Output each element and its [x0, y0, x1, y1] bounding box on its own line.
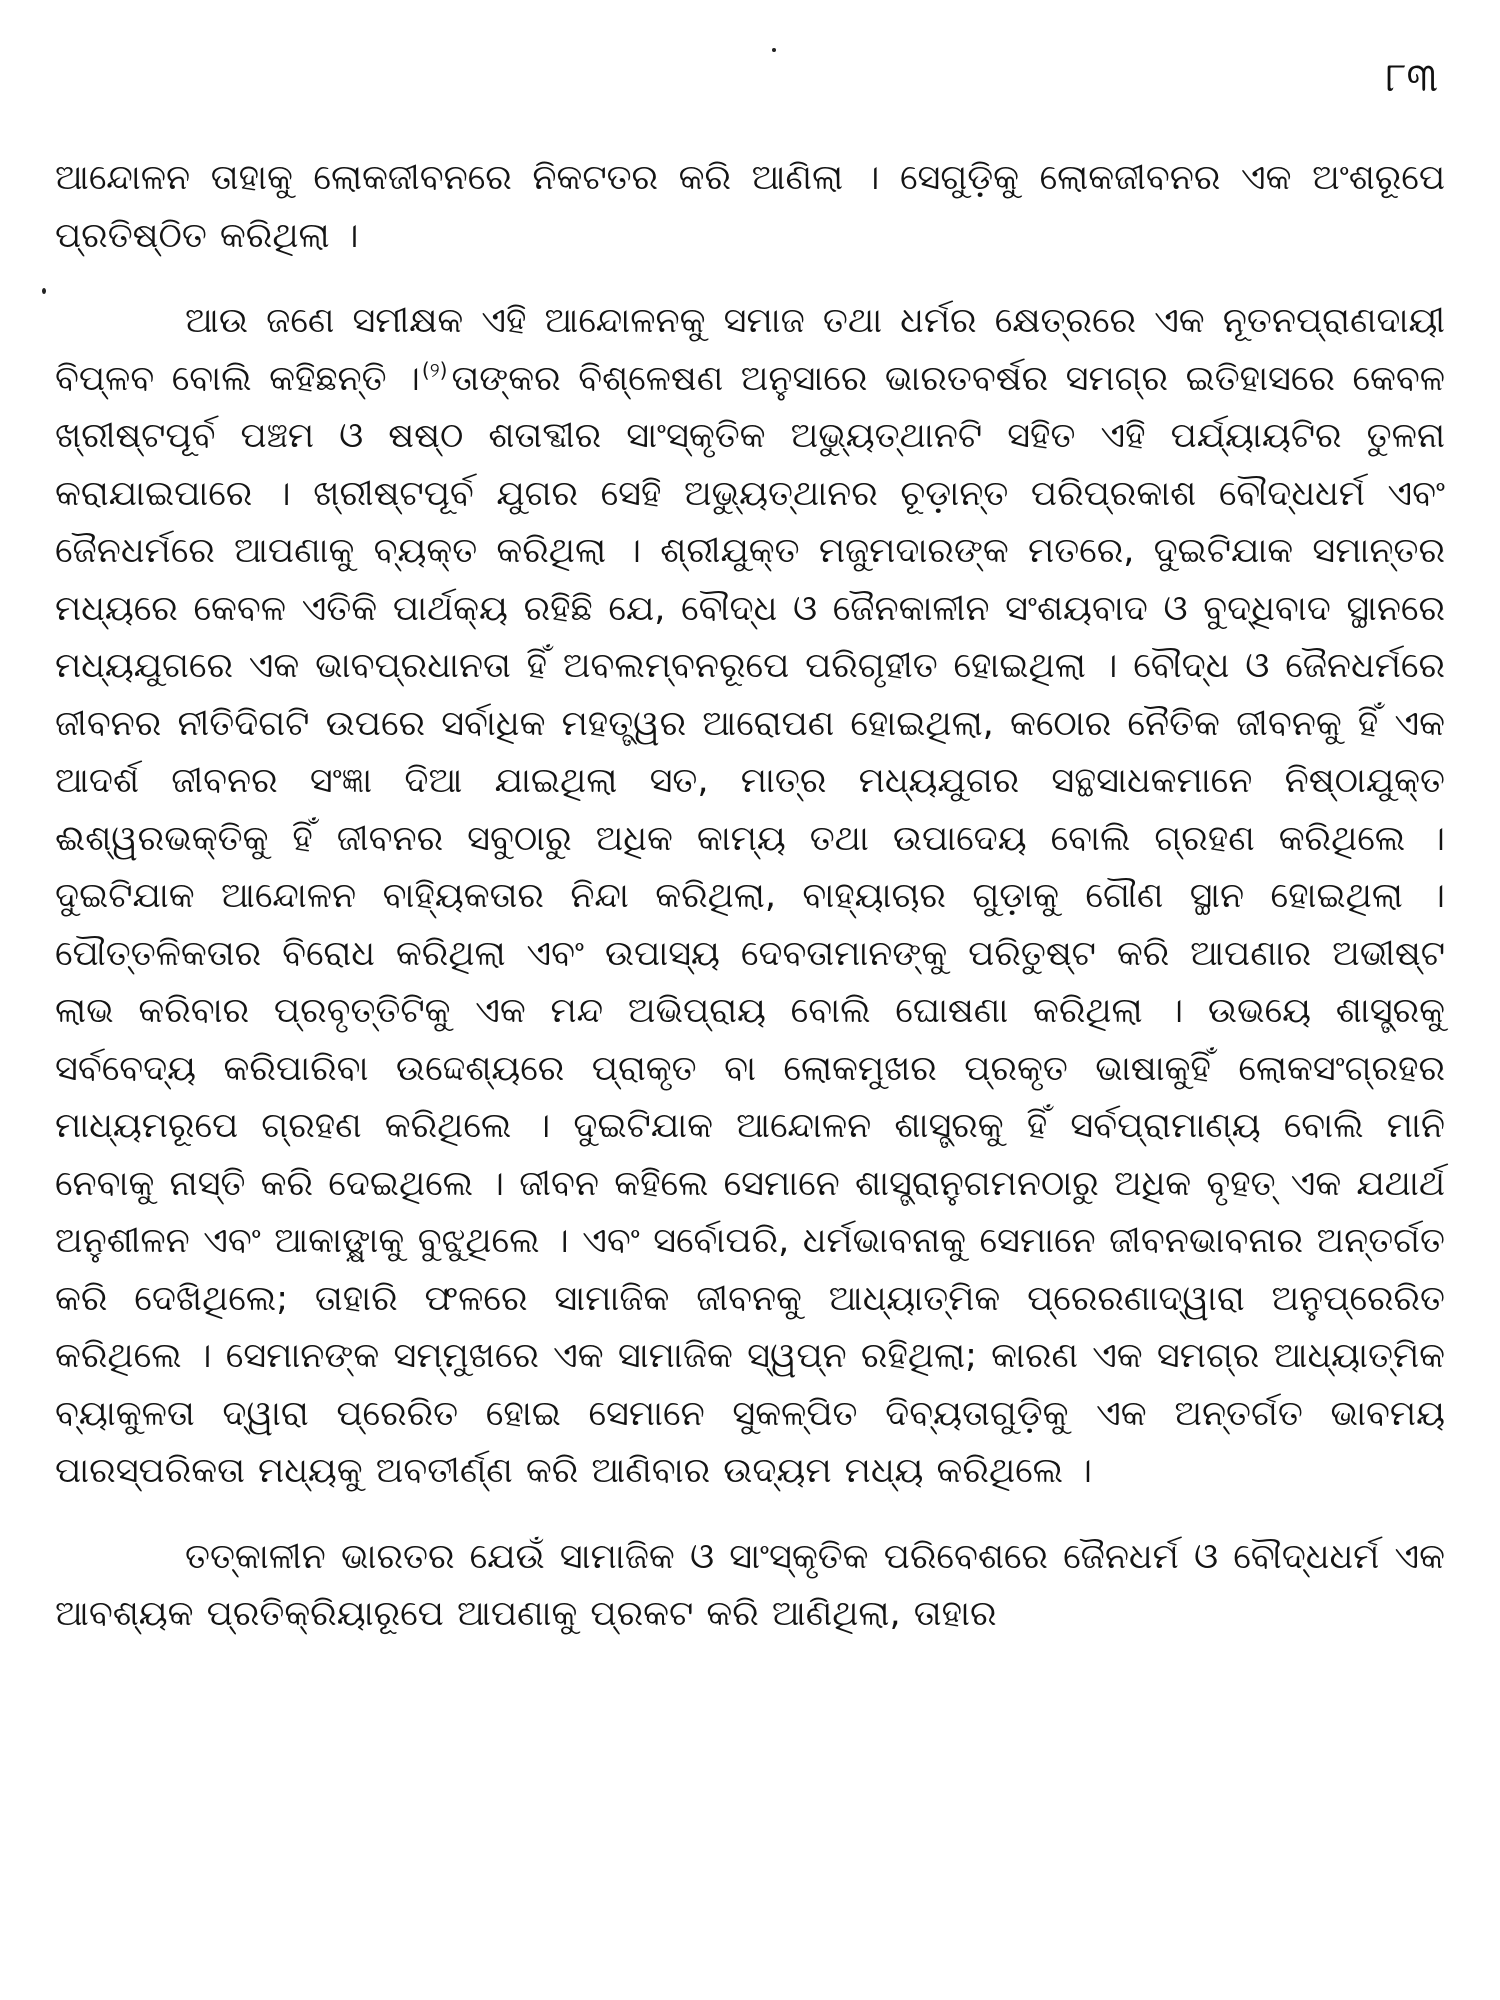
footnote-reference[interactable]: (୨): [421, 357, 448, 382]
page-number: ୮୩: [1385, 55, 1438, 101]
paragraph-text-after-ref: ତାଙ୍କର ବିଶ୍ଳେଷଣ ଅନୁସାରେ ଭାରତବର୍ଷର ସମଗ୍ର ଇତିହାସରେ କେବଳ ଖ୍ରୀଷ୍ଟପୂର୍ବ ପଞ୍ଚମ ଓ ଷଷ୍ଠ ଶତାବ୍ଦୀର ସାଂସ୍କୃତିକ ଅଭ୍ୟୁତ୍‌ଥାନଟି ସହିତ ଏହି ପର୍ଯ୍ୟାୟଟିର ତୁଳନା କରାଯାଇପାରେ । ଖ୍ରୀଷ୍ଟପୂର୍ବ ଯୁଗର ସେହି ଅଭ୍ୟୁତ୍‌ଥାନର ଚୂଡ଼ାନ୍ତ ପରିପ୍ରକାଶ ବୌଦ୍ଧଧର୍ମ ଏବଂ ଜୈନଧର୍ମରେ ଆପଣାକୁ ବ୍ୟକ୍ତ କରିଥିଲା । ଶ୍ରୀଯୁକ୍ତ ମଜୁମଦାରଙ୍କ ମତରେ, ଦୁଇଟିଯାକ ସମାନ୍ତର ମଧ୍ୟରେ କେବଳ ଏତିକି ପାର୍ଥକ୍ୟ ରହିଛି ଯେ, ବୌଦ୍ଧ ଓ ଜୈନକାଳୀନ ସଂଶୟବାଦ ଓ ବୁଦ୍ଧିବାଦ ସ୍ଥାନରେ ମଧ୍ୟଯୁଗରେ ଏକ ଭାବପ୍ରଧାନତା ହିଁ ଅବଲମ୍ବନରୂପେ ପରିଗୃହୀତ ହୋଇଥିଲା । ବୌଦ୍ଧ ଓ ଜୈନଧର୍ମରେ ଜୀବନର ନୀତିଦିଗଟି ଉପରେ ସର୍ବାଧିକ ମହତ୍ତ୍ୱର ଆରୋପଣ ହୋଇଥିଲା, କଠୋର ନୈତିକ ଜୀବନକୁ ହିଁ ଏକ ଆଦର୍ଶ ଜୀବନର ସଂଜ୍ଞା ଦିଆ ଯାଇଥିଲା ସତ, ମାତ୍ର ମଧ୍ୟଯୁଗର ସନ୍ଥସାଧକମାନେ ନିଷ୍ଠାଯୁକ୍ତ ଈଶ୍ୱରଭକ୍ତିକୁ ହିଁ ଜୀବନର ସବୁଠାରୁ ଅଧିକ କାମ୍ୟ ତଥା ଉପାଦେୟ ବୋଲି ଗ୍ରହଣ କରିଥିଲେ । ଦୁଇଟିଯାକ ଆନ୍ଦୋଳନ ବାହ୍ୟିକତାର ନିନ୍ଦା କରିଥିଲା, ବାହ୍ୟାଚାର ଗୁଡ଼ାକୁ ଗୌଣ ସ୍ଥାନ ହୋଇଥିଲା । ପୌତ୍ତଳିକତାର ବିରୋଧ କରିଥିଲା ଏବଂ ଉପାସ୍ୟ ଦେବତାମାନଙ୍କୁ ପରିତୁଷ୍ଟ କରି ଆପଣାର ଅଭୀଷ୍ଟ ଲାଭ କରିବାର ପ୍ରବୃତ୍ତିଟିକୁ ଏକ ମନ୍ଦ ଅଭିପ୍ରାୟ ବୋଲି ଘୋଷଣା କରିଥିଲା । ଉଭୟେ ଶାସ୍ତ୍ରକୁ ସର୍ବବେଦ୍ୟ କରିପାରିବା ଉଦ୍ଦେଶ୍ୟରେ ପ୍ରାକୃତ ବା ଲୋକମୁଖର ପ୍ରକୃତ ଭାଷାକୁହିଁ ଲୋକସଂଗ୍ରହର ମାଧ୍ୟମରୂପେ ଗ୍ରହଣ କରିଥିଲେ । ଦୁଇଟିଯାକ ଆନ୍ଦୋଳନ ଶାସ୍ତ୍ରକୁ ହିଁ ସର୍ବପ୍ରାମାଣ୍ୟ ବୋଲି ମାନି ନେବାକୁ ନାସ୍ତି କରି ଦେଇଥିଲେ । ଜୀବନ କହିଲେ ସେମାନେ ଶାସ୍ତ୍ରାନୁଗମନଠାରୁ ଅଧିକ ବୃହତ୍ ଏକ ଯଥାର୍ଥ ଅନୁଶୀଳନ ଏବଂ ଆକାଙ୍କ୍ଷାକୁ ବୁଝୁଥିଲେ । ଏବଂ ସର୍ବୋପରି, ଧର୍ମଭାବନାକୁ ସେମାନେ ଜୀବନଭାବନାର ଅନ୍ତର୍ଗତ କରି ଦେଖିଥିଲେ; ତାହାରି ଫଳରେ ସାମାଜିକ ଜୀବନକୁ ଆଧ୍ୟାତ୍ମିକ ପ୍ରେରଣାଦ୍ୱାରା ଅନୁପ୍ରେରିତ କରିଥିଲେ । ସେମାନଙ୍କ ସମ୍ମୁଖରେ ଏକ ସାମାଜିକ ସ୍ୱପ୍ନ ରହିଥିଲା; କାରଣ ଏକ ସମଗ୍ର ଆଧ୍ୟାତ୍ମିକ ବ୍ୟାକୁଳତା ଦ୍ୱାରା ପ୍ରେରିତ ହୋଇ ସେମାନେ ସୁକଳ୍ପିତ ଦିବ୍ୟତାଗୁଡ଼ିକୁ ଏକ ଅନ୍ତର୍ଗତ ଭାବମୟ ପାରସ୍ପରିକତା ମଧ୍ୟକୁ ଅବତୀର୍ଣ୍ଣ କରି ଆଣିବାର ଉଦ୍ୟମ ମଧ୍ୟ କରିଥିଲେ ।: [55, 358, 1446, 1491]
paragraph-text-before-ref: ଆଉ ଜଣେ ସମୀକ୍ଷକ ଏହି ଆନ୍ଦୋଳନକୁ ସମାଜ ତଥା ଧର୍ମର କ୍ଷେତ୍ରରେ ଏକ ନୂତନପ୍ରାଣଦାୟୀ ବିପ୍ଳବ ବୋଲି କହିଛନ୍ତି ।: [55, 301, 1445, 399]
paragraph-text: ତତ୍କାଳୀନ ଭାରତର ଯେଉଁ ସାମାଜିକ ଓ ସାଂସ୍କୃତିକ ପରିବେଶରେ ଜୈନଧର୍ମ ଓ ବୌଦ୍ଧଧର୍ମ ଏକ ଆବଶ୍ୟକ ପ୍ରତିକ୍ରିୟାରୂପେ ଆପଣାକୁ ପ୍ରକଟ କରି ଆଣିଥିଲା, ତାହାର: [55, 1536, 1445, 1634]
paragraph-contemporary-india: [55, 1529, 1445, 1644]
scan-speck: [42, 288, 46, 294]
paragraph-text: ଆନ୍ଦୋଳନ ତାହାକୁ ଲୋକଜୀବନରେ ନିକଟତର କରି ଆଣିଲା । ସେଗୁଡ଼ିକୁ ଲୋକଜୀବନର ଏକ ଅଂଶରୂପେ ପ୍ରତିଷ୍ଠିତ କରିଥିଲା ।: [55, 158, 1445, 256]
paragraph-critic-view: [55, 293, 1445, 1501]
scan-speck: [772, 48, 776, 52]
body-text: [55, 150, 1445, 1644]
paragraph-continuation: [55, 150, 1445, 265]
